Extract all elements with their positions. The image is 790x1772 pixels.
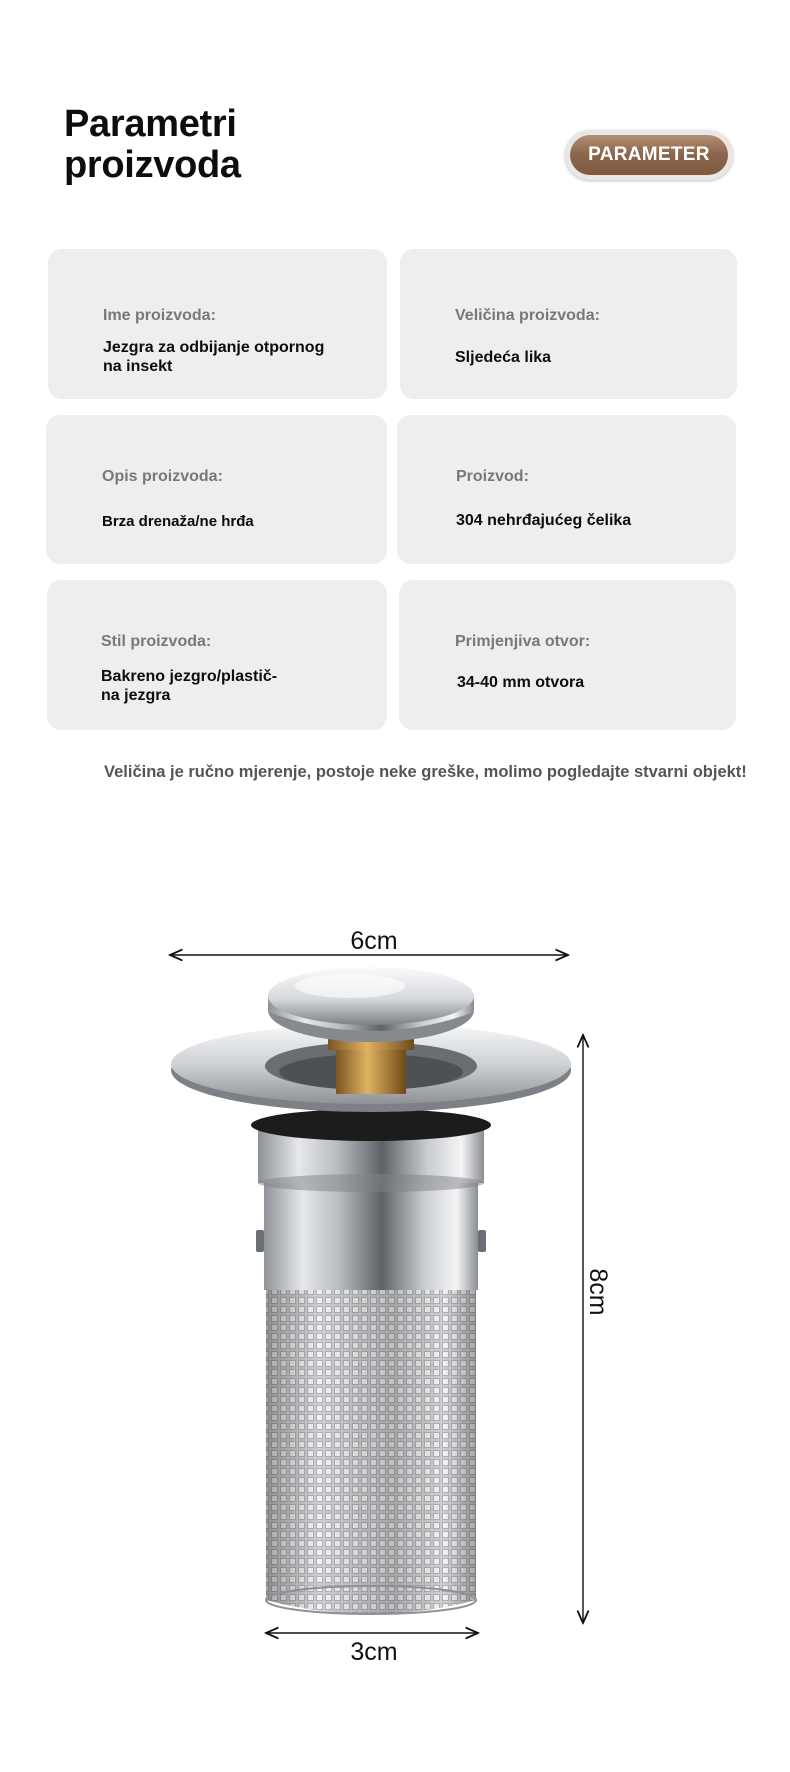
card-value: Bakreno jezgro/plastič- na jezgra [101,668,278,704]
card-value: Jezgra za odbijanje otpornog na insekt [103,339,325,375]
parameter-badge [565,130,733,180]
card-label: Proizvod: [456,468,529,485]
dimension-label-height: 8cm [584,1268,612,1316]
dimension-label-bottom: 3cm [350,1638,398,1666]
card-product-name [48,249,387,399]
mesh-basket [266,1280,476,1614]
card-label: Ime proizvoda: [103,307,216,324]
measurement-note: Veličina je ručno mjerenje, postoje neke greške, molimo pogledajte stvarni objekt! [104,763,747,781]
dimension-label-top: 6cm [350,927,398,955]
card-product-style [47,580,387,730]
title-line-1: Parametri [64,103,237,145]
card-label: Opis proizvoda: [102,468,223,485]
rubber-seal [251,1109,491,1141]
card-label: Veličina proizvoda: [455,307,600,324]
card-value: 34-40 mm otvora [457,674,585,691]
title-line-2: proizvoda [64,144,241,186]
card-value: 304 nehrđajućeg čelika [456,512,632,529]
pop-up-cap [268,967,474,1042]
card-product-description [46,415,387,564]
card-product-size [400,249,737,399]
card-value: Sljedeća lika [455,349,552,366]
card-applicable-opening [399,580,736,730]
card-label: Primjenjiva otvor: [455,633,591,650]
drain-strainer-illustration [0,900,790,1680]
parameter-badge-label: PARAMETER [570,135,728,175]
page-title [64,104,241,186]
card-label: Stil proizvoda: [101,633,212,650]
card-value: Brza drenaža/ne hrđa [102,513,254,530]
card-product-material [397,415,736,564]
